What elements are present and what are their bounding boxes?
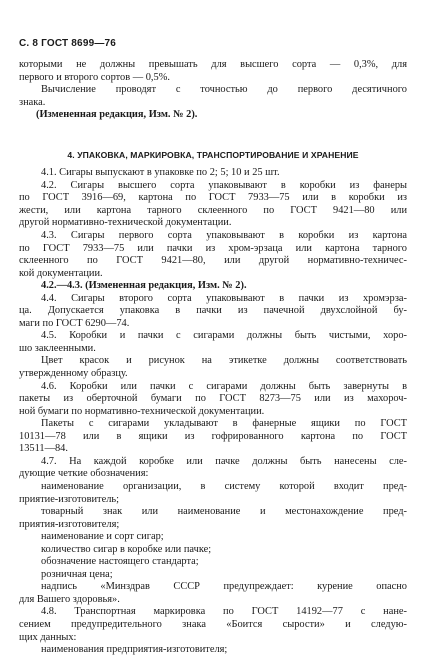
text-line: для Вашего здоровья».	[19, 593, 120, 605]
text-line: кой документации.	[19, 267, 103, 279]
text-line: надпись «Минздрав СССР предупреждает: курение опасно	[41, 581, 407, 593]
text-line: склеенного по ГОСТ 9421—80, или другой нормативно-техничес-	[19, 255, 407, 267]
text-line: 4.4. Сигары второго сорта упаковывают в пачки из хромэрза-	[41, 292, 407, 304]
text-line: 4.6. Коробки или пачки с сигарами должны быть завернуты в	[41, 380, 407, 392]
text-line: знака.	[19, 96, 46, 108]
text-line: обозначение настоящего стандарта;	[41, 556, 199, 568]
amendment-note: 4.2.—4.3. (Измененная редакция, Изм. № 2).	[41, 280, 247, 292]
text-line: утвержденному образцу.	[19, 368, 128, 380]
text-line: товарный знак или наименование и местонахождение пред-	[41, 506, 407, 518]
text-line: Пакеты с сигарами укладывают в фанерные ящики по ГОСТ	[41, 418, 407, 430]
text-line: шо заклеенными.	[19, 342, 96, 354]
text-line: которыми не должны превышать для высшего сорта — 0,3%, для	[19, 59, 407, 70]
text-line: 4.1. Сигары выпускают в упаковке по 2; 5; 10 и 25 шт.	[41, 167, 280, 179]
text-line: розничная цена;	[41, 568, 113, 580]
text-line: ца. Допускается упаковка в пачки из пачечной двухслойной бу-	[19, 305, 407, 317]
document-body	[19, 59, 407, 657]
text-line: наименование и сорт сигар;	[41, 531, 164, 543]
page-header: С. 8 ГОСТ 8699—76	[19, 38, 117, 49]
text-line: приятие-изготовитель;	[19, 493, 120, 505]
amendment-note: (Измененная редакция, Изм. № 2).	[36, 109, 198, 121]
text-line: сением предупредительного знака «Боится сырости» и следую-	[19, 618, 407, 630]
text-line: Цвет красок и рисунок на этикетке должны соответствовать	[41, 355, 407, 367]
text-line: пакеты из оберточной бумаги по ГОСТ 8273—75 или из махороч-	[19, 393, 407, 405]
text-line: 4.3. Сигары первого сорта упаковывают в коробки из картона	[41, 230, 407, 242]
text-line: 4.5. Коробки и пачки с сигарами должны быть чистыми, хоро-	[41, 330, 407, 342]
text-line: другой нормативно-технической документации.	[19, 217, 232, 229]
text-line: наименования предприятия-изготовителя;	[41, 644, 228, 656]
text-line: наименование организации, в систему которой входит пред-	[41, 480, 407, 492]
text-line: 4.8. Транспортная маркировка по ГОСТ 14192—77 с нане-	[41, 606, 407, 618]
text-line: 13511—84.	[19, 443, 68, 455]
text-line: приятия-изготовителя;	[19, 518, 120, 530]
section-heading: 4. УПАКОВКА, МАРКИРОВКА, ТРАНСПОРТИРОВАНИЕ И ХРАНЕНИЕ	[67, 149, 359, 160]
text-line: дующие четкие обозначения:	[19, 468, 149, 480]
text-line: первого и второго сортов — 0,5%.	[19, 71, 170, 83]
text-line: жести, или картона тарного склеенного по ГОСТ 9421—80 или	[19, 204, 407, 216]
text-line: 4.7. На каждой коробке или пачке должны быть нанесены сле-	[41, 455, 407, 467]
text-line: по ГОСТ 3916—69, картона по ГОСТ 7933—75 или в коробки из	[19, 192, 407, 204]
text-line: 10131—78 или в ящики из гофрированного картона по ГОСТ	[19, 430, 407, 442]
text-line: щих данных:	[19, 631, 77, 643]
text-line: маги по ГОСТ 6290—74.	[19, 317, 130, 329]
text-line: количество сигар в коробке или пачке;	[41, 543, 212, 555]
text-line: ной бумаги по нормативно-технической документации.	[19, 405, 265, 417]
text-line: Вычисление проводят с точностью до первого десятичного	[41, 84, 407, 96]
text-line: по ГОСТ 7933—75 или пачки из хром-эрзаца или картона тарного	[19, 242, 407, 254]
text-line: 4.2. Сигары высшего сорта упаковывают в коробки из фанеры	[41, 179, 407, 191]
